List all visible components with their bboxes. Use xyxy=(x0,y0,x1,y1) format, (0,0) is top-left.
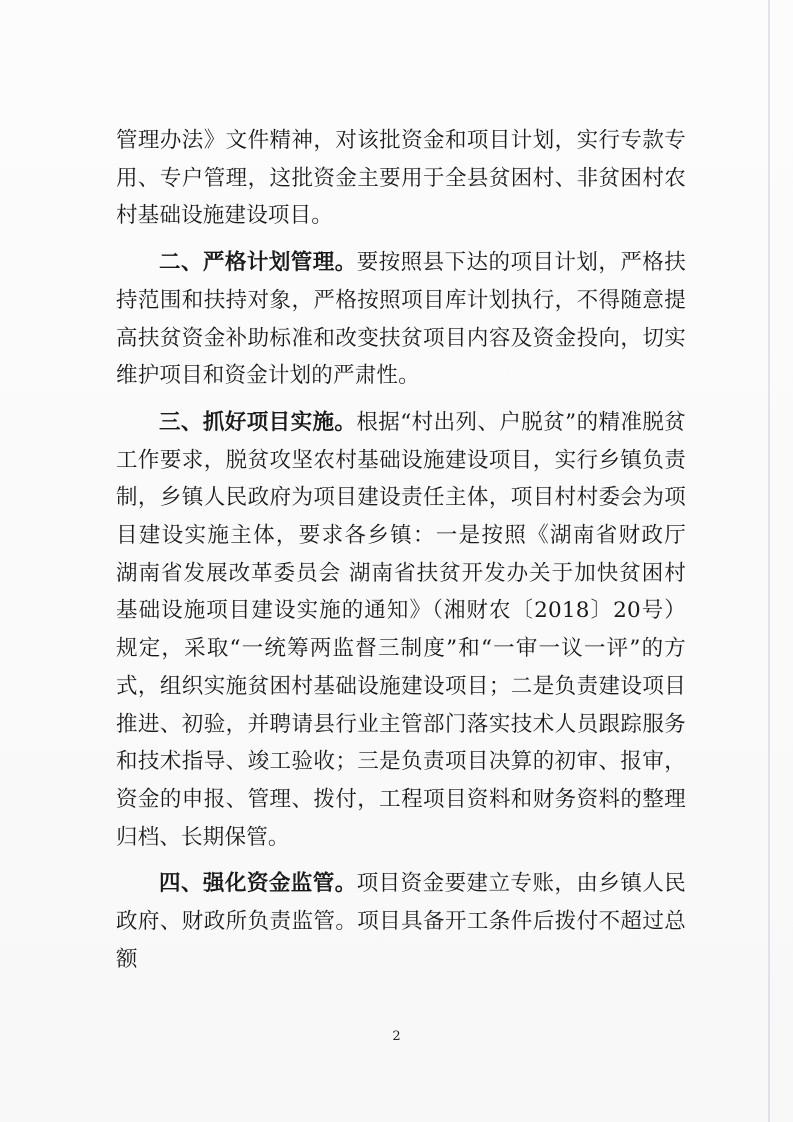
section-heading-2: 二、严格计划管理。 xyxy=(159,250,357,276)
paragraph-gap xyxy=(116,235,686,244)
document-body xyxy=(116,122,686,978)
section-heading-4: 四、强化资金监管。 xyxy=(159,871,357,897)
section-heading-3: 三、抓好项目实施。 xyxy=(159,409,357,435)
page-number: 2 xyxy=(392,1029,401,1044)
paragraph-text: 项目资金要建立专账，由乡镇人民政府、财政所负责监管。项目具备开工条件后拨付不超过总额 xyxy=(116,871,686,972)
paragraph-text: 根据“村出列、户脱贫”的精准脱贫工作要求，脱贫攻坚农村基础设施建设项目，实行乡镇负责制，乡镇人民政府为项目建设责任主体，项目村村委会为项目建设实施主体，要求各乡镇：一是按照《湖南省财政厅 湖南省发展改革委员会 湖南省扶贫开发办关于加快贫困村基础设施项目建设实施的通知》（湘财农〔2018〕20号）规定，采取“一统筹两监督三制度”和“一审一议一评”的方式，组织实施贫困村基础设施建设项目；二是负责建设项目推进、初验，并聘请县行业主管部门落实技术人员跟踪服务和技术指导、竣工验收；三是负责项目决算的初审、报审，资金的申报、管理、拨付，工程项目资料和财务资料的整理归档、长期保管。 xyxy=(116,409,686,850)
paragraph-gap xyxy=(116,856,686,865)
paragraph-text: 要按照县下达的项目计划，严格扶持范围和扶持对象，严格按照项目库计划执行，不得随意提高扶贫资金补助标准和改变扶贫项目内容及资金投向，切实维护项目和资金计划的严肃性。 xyxy=(116,250,686,389)
paragraph-plan-management xyxy=(116,244,686,395)
paragraph-continuation xyxy=(116,122,686,235)
paragraph-text: 管理办法》文件精神，对该批资金和项目计划，实行专款专用、专户管理，这批资金主要用于全县贫困村、非贫困村农村基础设施建设项目。 xyxy=(116,128,686,229)
paragraph-project-implementation xyxy=(116,404,686,856)
paragraph-fund-supervision xyxy=(116,865,686,978)
scan-edge-line xyxy=(768,0,770,1122)
paragraph-gap xyxy=(116,395,686,404)
